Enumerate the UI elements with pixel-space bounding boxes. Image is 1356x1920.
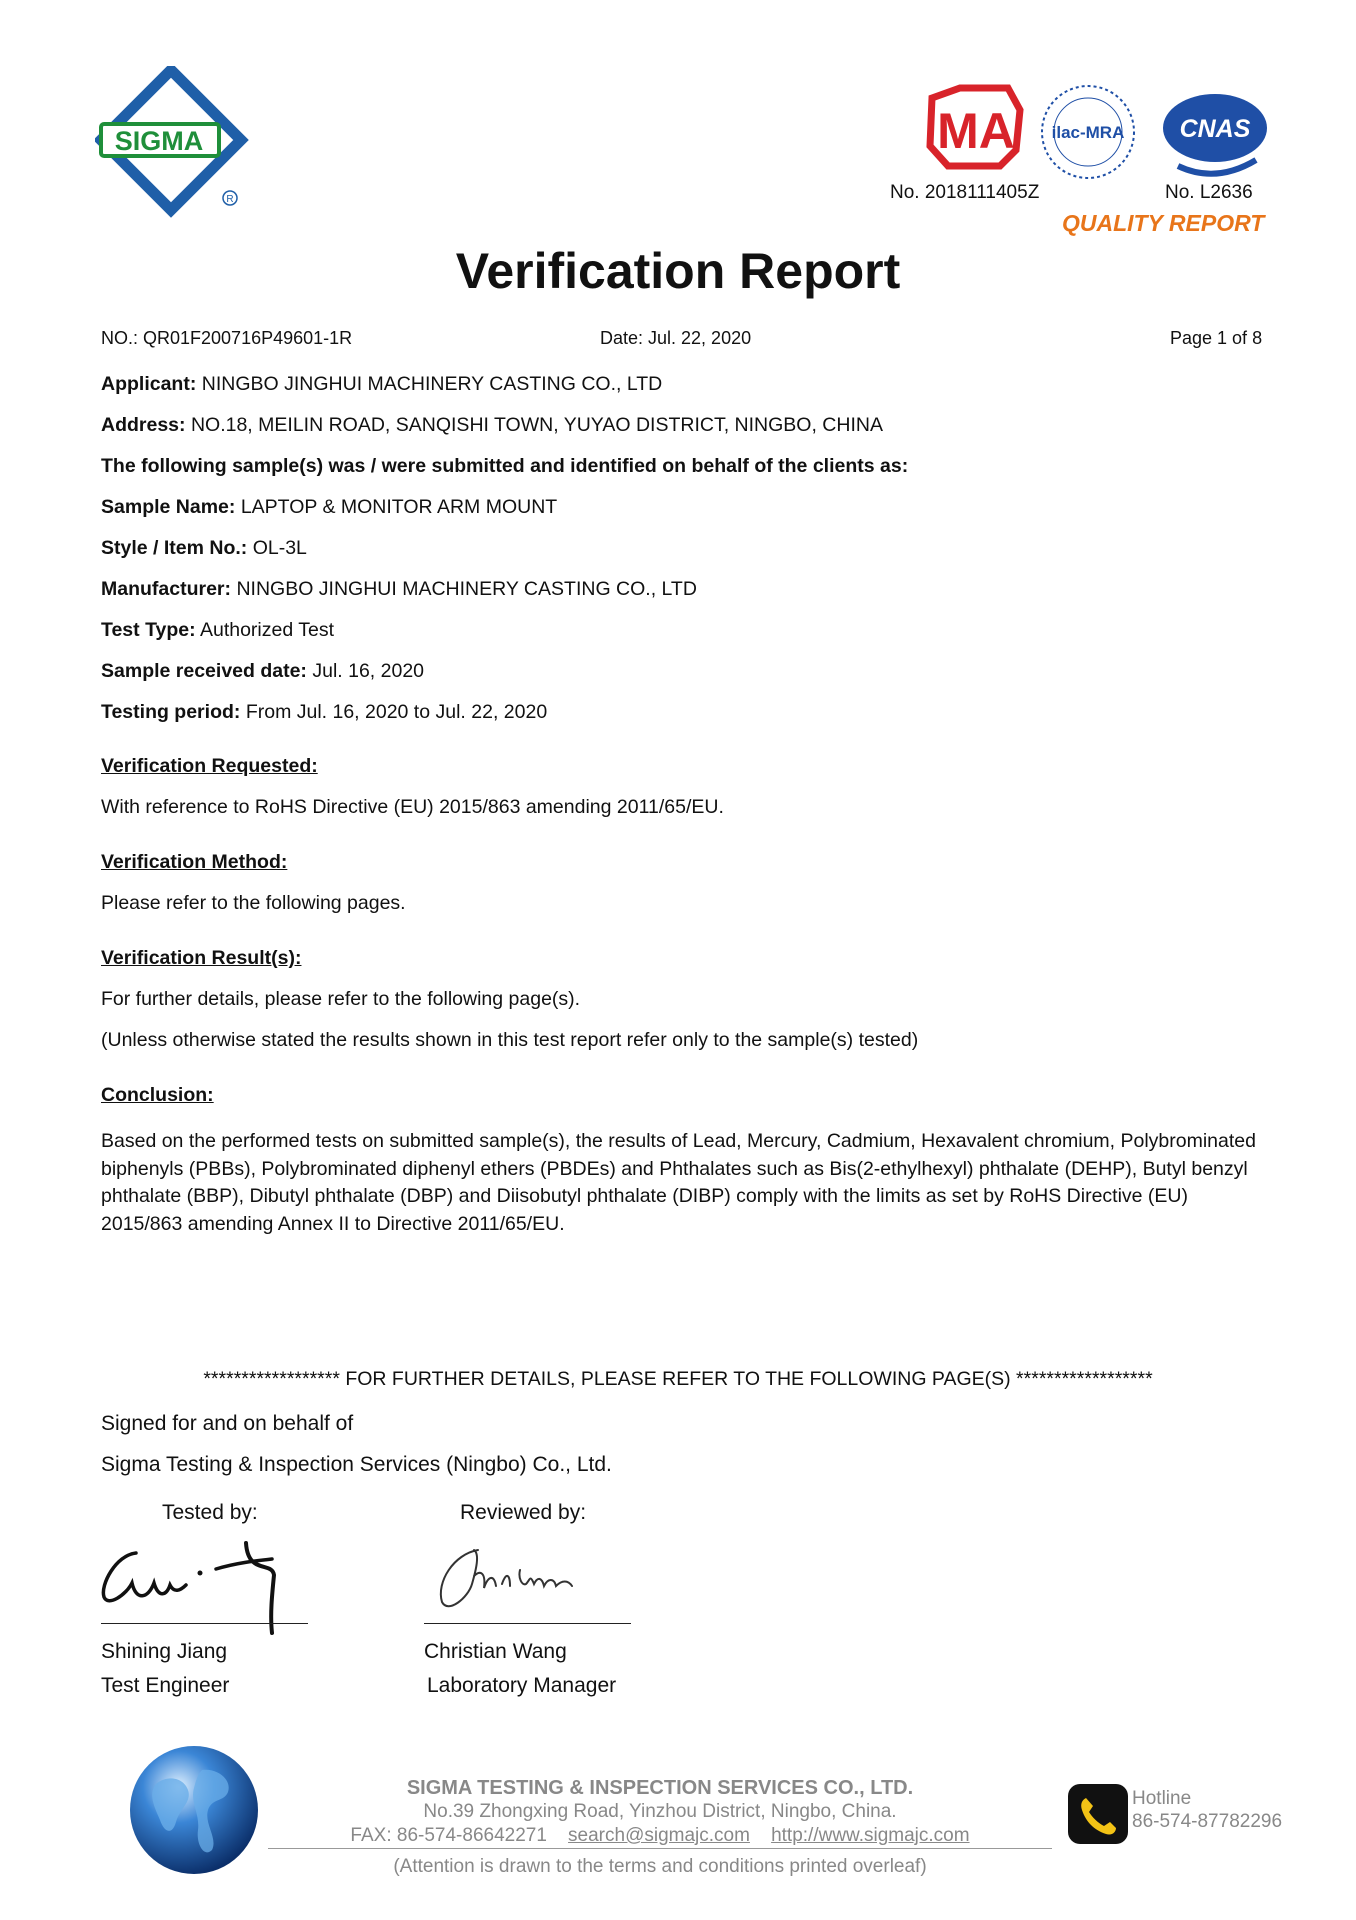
reviewer-name: Christian Wang (424, 1640, 567, 1663)
style-row (101, 537, 307, 560)
tester-title: Test Engineer (101, 1674, 230, 1697)
test-type-value: Authorized Test (199, 619, 335, 641)
manufacturer-value: NINGBO JINGHUI MACHINERY CASTING CO., LTD (236, 578, 697, 600)
footer-divider (268, 1848, 1052, 1849)
verification-result-heading: Verification Result(s): (101, 947, 302, 969)
test-type-label: Test Type: (101, 619, 196, 641)
sample-name-value: LAPTOP & MONITOR ARM MOUNT (240, 496, 558, 518)
ma-logo (930, 88, 1020, 166)
tester-signature (96, 1535, 306, 1635)
test-type-row (101, 619, 334, 642)
verification-result-text-2: (Unless otherwise stated the results shown in this test report refer only to the sample(s) tested) (101, 1029, 919, 1051)
reviewer-title: Laboratory Manager (427, 1674, 617, 1697)
reviewer-signature-line (424, 1623, 631, 1624)
page-title: Verification Report (455, 243, 901, 299)
globe-icon (128, 1744, 260, 1876)
cnas-cert-number: No. L2636 (1165, 182, 1253, 203)
verification-requested-text: With reference to RoHS Directive (EU) 2015/863 amending 2011/65/EU. (101, 796, 724, 818)
ilac-logo-text: ilac-MRA (1051, 123, 1125, 142)
intro-row (101, 455, 908, 478)
page-indicator: Page 1 of 8 (1170, 328, 1263, 348)
received-date-label: Sample received date: (101, 660, 307, 682)
certification-logos (920, 80, 1280, 185)
footer-address: No.39 Zhongxing Road, Yinzhou District, Ningbo, China. (423, 1801, 897, 1822)
sample-name-label: Sample Name: (101, 496, 236, 518)
address-label: Address: (101, 414, 186, 436)
svg-text:R: R (226, 194, 234, 205)
cnas-logo-text: CNAS (1179, 115, 1251, 143)
reviewer-signature (430, 1540, 620, 1620)
verification-result-text-1: For further details, please refer to the following page(s). (101, 988, 581, 1010)
sigma-logo-text: SIGMA (114, 126, 204, 156)
conclusion-text: Based on the performed tests on submitted sample(s), the results of Lead, Mercury, Cadmium, Hexavalent chromium, Polybrominated biphenyls (PBBs), Polybrominated diphenyl ethers (PBDEs) and Phthalates such as Bis(2-ethylhexyl) phthalate (DEHP), Butyl benzyl phthalate (BBP), Dibutyl phthalate (DBP) and Diisobutyl phthalate (DIBP) comply with the limits as set by RoHS Directive (EU) 2015/863 amending Annex II to Directive 2011/65/EU. (101, 1130, 1256, 1235)
ma-cert-number: No. 2018111405Z (890, 182, 1040, 203)
conclusion-heading: Conclusion: (101, 1084, 214, 1106)
testing-period-row (101, 701, 547, 724)
address-value: NO.18, MEILIN ROAD, SANQISHI TOWN, YUYAO DISTRICT, NINGBO, CHINA (190, 414, 883, 436)
applicant-value: NINGBO JINGHUI MACHINERY CASTING CO., LTD (201, 373, 663, 395)
cnas-logo (1163, 94, 1267, 174)
verification-method-heading: Verification Method: (101, 851, 288, 873)
tester-name: Shining Jiang (101, 1640, 228, 1663)
sample-name-row (101, 496, 557, 519)
verification-method-text: Please refer to the following pages. (101, 892, 406, 914)
intro-text: The following sample(s) was / were submitted and identified on behalf of the clients as: (101, 455, 909, 477)
further-details-notice: ****************** FOR FURTHER DETAILS, PLEASE REFER TO THE FOLLOWING PAGE(S) ****************** (203, 1368, 1153, 1390)
received-date-value: Jul. 16, 2020 (312, 660, 425, 682)
tester-signature-line (101, 1623, 308, 1624)
quality-report-label: QUALITY REPORT (1062, 210, 1265, 236)
applicant-row (101, 373, 662, 396)
style-label: Style / Item No.: (101, 537, 248, 559)
address-row (101, 414, 883, 437)
footer-attention: (Attention is drawn to the terms and conditions printed overleaf) (393, 1856, 927, 1877)
hotline-label: Hotline (1132, 1788, 1192, 1809)
footer-company: SIGMA TESTING & INSPECTION SERVICES CO., LTD. (406, 1777, 914, 1799)
applicant-label: Applicant: (101, 373, 197, 395)
ilac-mra-logo (1042, 86, 1134, 178)
report-date: Date: Jul. 22, 2020 (600, 328, 752, 348)
footer-fax: FAX: 86-574-86642271 (350, 1825, 547, 1846)
sigma-logo (95, 66, 255, 226)
manufacturer-label: Manufacturer: (101, 578, 232, 600)
received-date-row (101, 660, 424, 683)
manufacturer-row (101, 578, 697, 601)
footer-website-link[interactable]: http://www.sigmajc.com (771, 1825, 970, 1846)
verification-requested-heading: Verification Requested: (101, 755, 318, 777)
style-value: OL-3L (252, 537, 307, 559)
hotline-number: 86-574-87782296 (1132, 1811, 1283, 1832)
footer-contact-row (260, 1825, 1060, 1847)
signed-for-text: Signed for and on behalf of (101, 1412, 354, 1435)
signing-company: Sigma Testing & Inspection Services (Ningbo) Co., Ltd. (101, 1453, 612, 1476)
footer-email-link[interactable]: search@sigmajc.com (568, 1825, 750, 1846)
reviewed-by-label: Reviewed by: (460, 1501, 587, 1524)
testing-period-label: Testing period: (101, 701, 241, 723)
phone-icon (1066, 1782, 1130, 1846)
ma-logo-text: MA (937, 103, 1015, 159)
tested-by-label: Tested by: (162, 1501, 258, 1524)
report-number: NO.: QR01F200716P49601-1R (101, 328, 353, 348)
testing-period-value: From Jul. 16, 2020 to Jul. 22, 2020 (245, 701, 548, 723)
